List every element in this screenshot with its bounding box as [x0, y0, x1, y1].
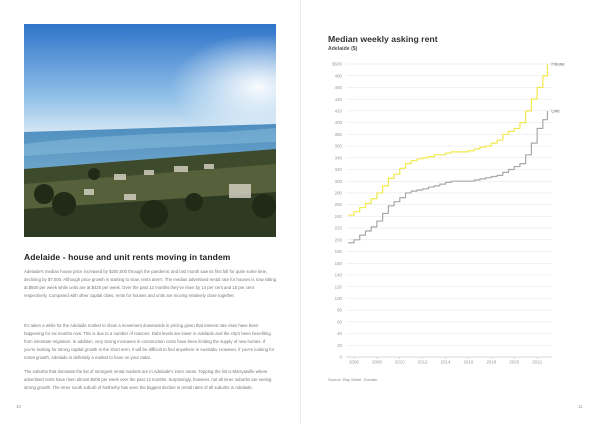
x-tick-label: 2018: [486, 359, 497, 365]
article-paragraph: Adelaide's median house price increased by $200,000 through the pandemic and last month saw its first fall for quite some time, declining by $7,000. Although price growth is starting to slow, rents aren't. The median advertised rental rate for houses is now sitting at $500 per week while units are at $420 per week. Over the past 12 months they've risen by 14 per cent and 15 per cent respectively. Compared with other capital cities, rents for houses and units are moving relatively close together.: [24, 269, 277, 298]
y-tick-label: 200: [334, 237, 342, 243]
y-tick-label: 60: [337, 319, 342, 325]
y-tick-label: 360: [334, 143, 342, 149]
article-paragraph: The suburbs that dominate the list of strongest rental markets are in Adelaide's inner areas. Topping the list is Marryatville where advertised rents have risen almost $200 per week over the past 12 months. Surprisingly, however, not all inner suburbs are seeing strong growth. The inner south suburb of Netherby has seen the biggest decline in rental rates of all suburbs in Adelaide.: [24, 369, 272, 390]
x-tick-label: 2012: [417, 359, 428, 365]
series-labels: [551, 62, 565, 114]
y-axis-ticks: [332, 62, 342, 360]
article-title: Adelaide - house and unit rents moving in tandem: [24, 252, 231, 262]
chart-grid: [346, 64, 552, 357]
series-lines: [348, 64, 547, 243]
y-tick-label: 40: [337, 331, 342, 337]
y-tick-label: 420: [334, 108, 342, 114]
y-tick-label: 220: [334, 225, 342, 231]
y-tick-label: 160: [334, 260, 342, 266]
x-tick-label: 2008: [372, 359, 382, 365]
x-axis-ticks: [349, 357, 542, 365]
series-label-house: House: [551, 61, 565, 67]
x-tick-label: 2014: [440, 359, 451, 365]
series-line-unit: [348, 111, 547, 243]
y-tick-label: 100: [334, 296, 342, 301]
rent-line-chart: [300, 0, 600, 424]
x-tick-label: 2010: [394, 359, 405, 365]
series-line-house: [348, 64, 547, 215]
right-page: [300, 0, 600, 424]
chart-subtitle: Adelaide ($): [328, 46, 358, 52]
article-paragraph: It's taken a while for the Adelaide market to show a movement downwards in pricing given that interest rate rises have been happening for six months now. This is due to a number of reasons. Debt levels are lower in Adelaide and the city's been benefiting from interstate migration. In addition, very strong increases in construction costs have been limiting the supply of new homes. If you're looking for strong capital growth in the short term, it will be difficult to find anywhere in Australia. However, if you're looking for rental growth, Adelaide is definitely a market to have on your radar.: [24, 323, 275, 360]
y-tick-label: 440: [334, 96, 342, 102]
page-number-right: 11: [578, 404, 583, 409]
y-tick-label: 240: [334, 213, 342, 219]
y-tick-label: 140: [334, 272, 342, 278]
y-tick-label: 120: [334, 284, 342, 290]
page-number-left: 10: [16, 404, 22, 409]
y-tick-label: 480: [334, 73, 342, 79]
y-tick-label: 460: [334, 85, 342, 91]
y-tick-label: $500: [332, 61, 342, 67]
y-tick-label: 20: [337, 342, 342, 348]
y-tick-label: 340: [334, 155, 342, 161]
y-tick-label: 400: [334, 120, 342, 126]
y-tick-label: 0: [339, 354, 342, 360]
y-tick-label: 380: [334, 131, 342, 137]
photo-illustration: [24, 24, 276, 237]
y-tick-label: 320: [334, 167, 342, 173]
y-tick-label: 80: [337, 307, 342, 313]
x-tick-label: 2016: [463, 359, 474, 365]
chart-source: Source: Ray White, Domain: [328, 377, 378, 382]
chart-title: Median weekly asking rent: [328, 34, 438, 44]
y-tick-label: 260: [334, 202, 342, 208]
y-tick-label: 280: [334, 190, 342, 196]
x-tick-label: 2022: [532, 359, 543, 365]
series-label-unit: Unit: [551, 108, 560, 114]
x-tick-label: 2006: [349, 359, 359, 365]
y-tick-label: 300: [334, 178, 342, 184]
y-tick-label: 180: [334, 249, 342, 255]
coastal-aerial-photo: [24, 24, 276, 237]
x-tick-label: 2020: [509, 359, 520, 365]
